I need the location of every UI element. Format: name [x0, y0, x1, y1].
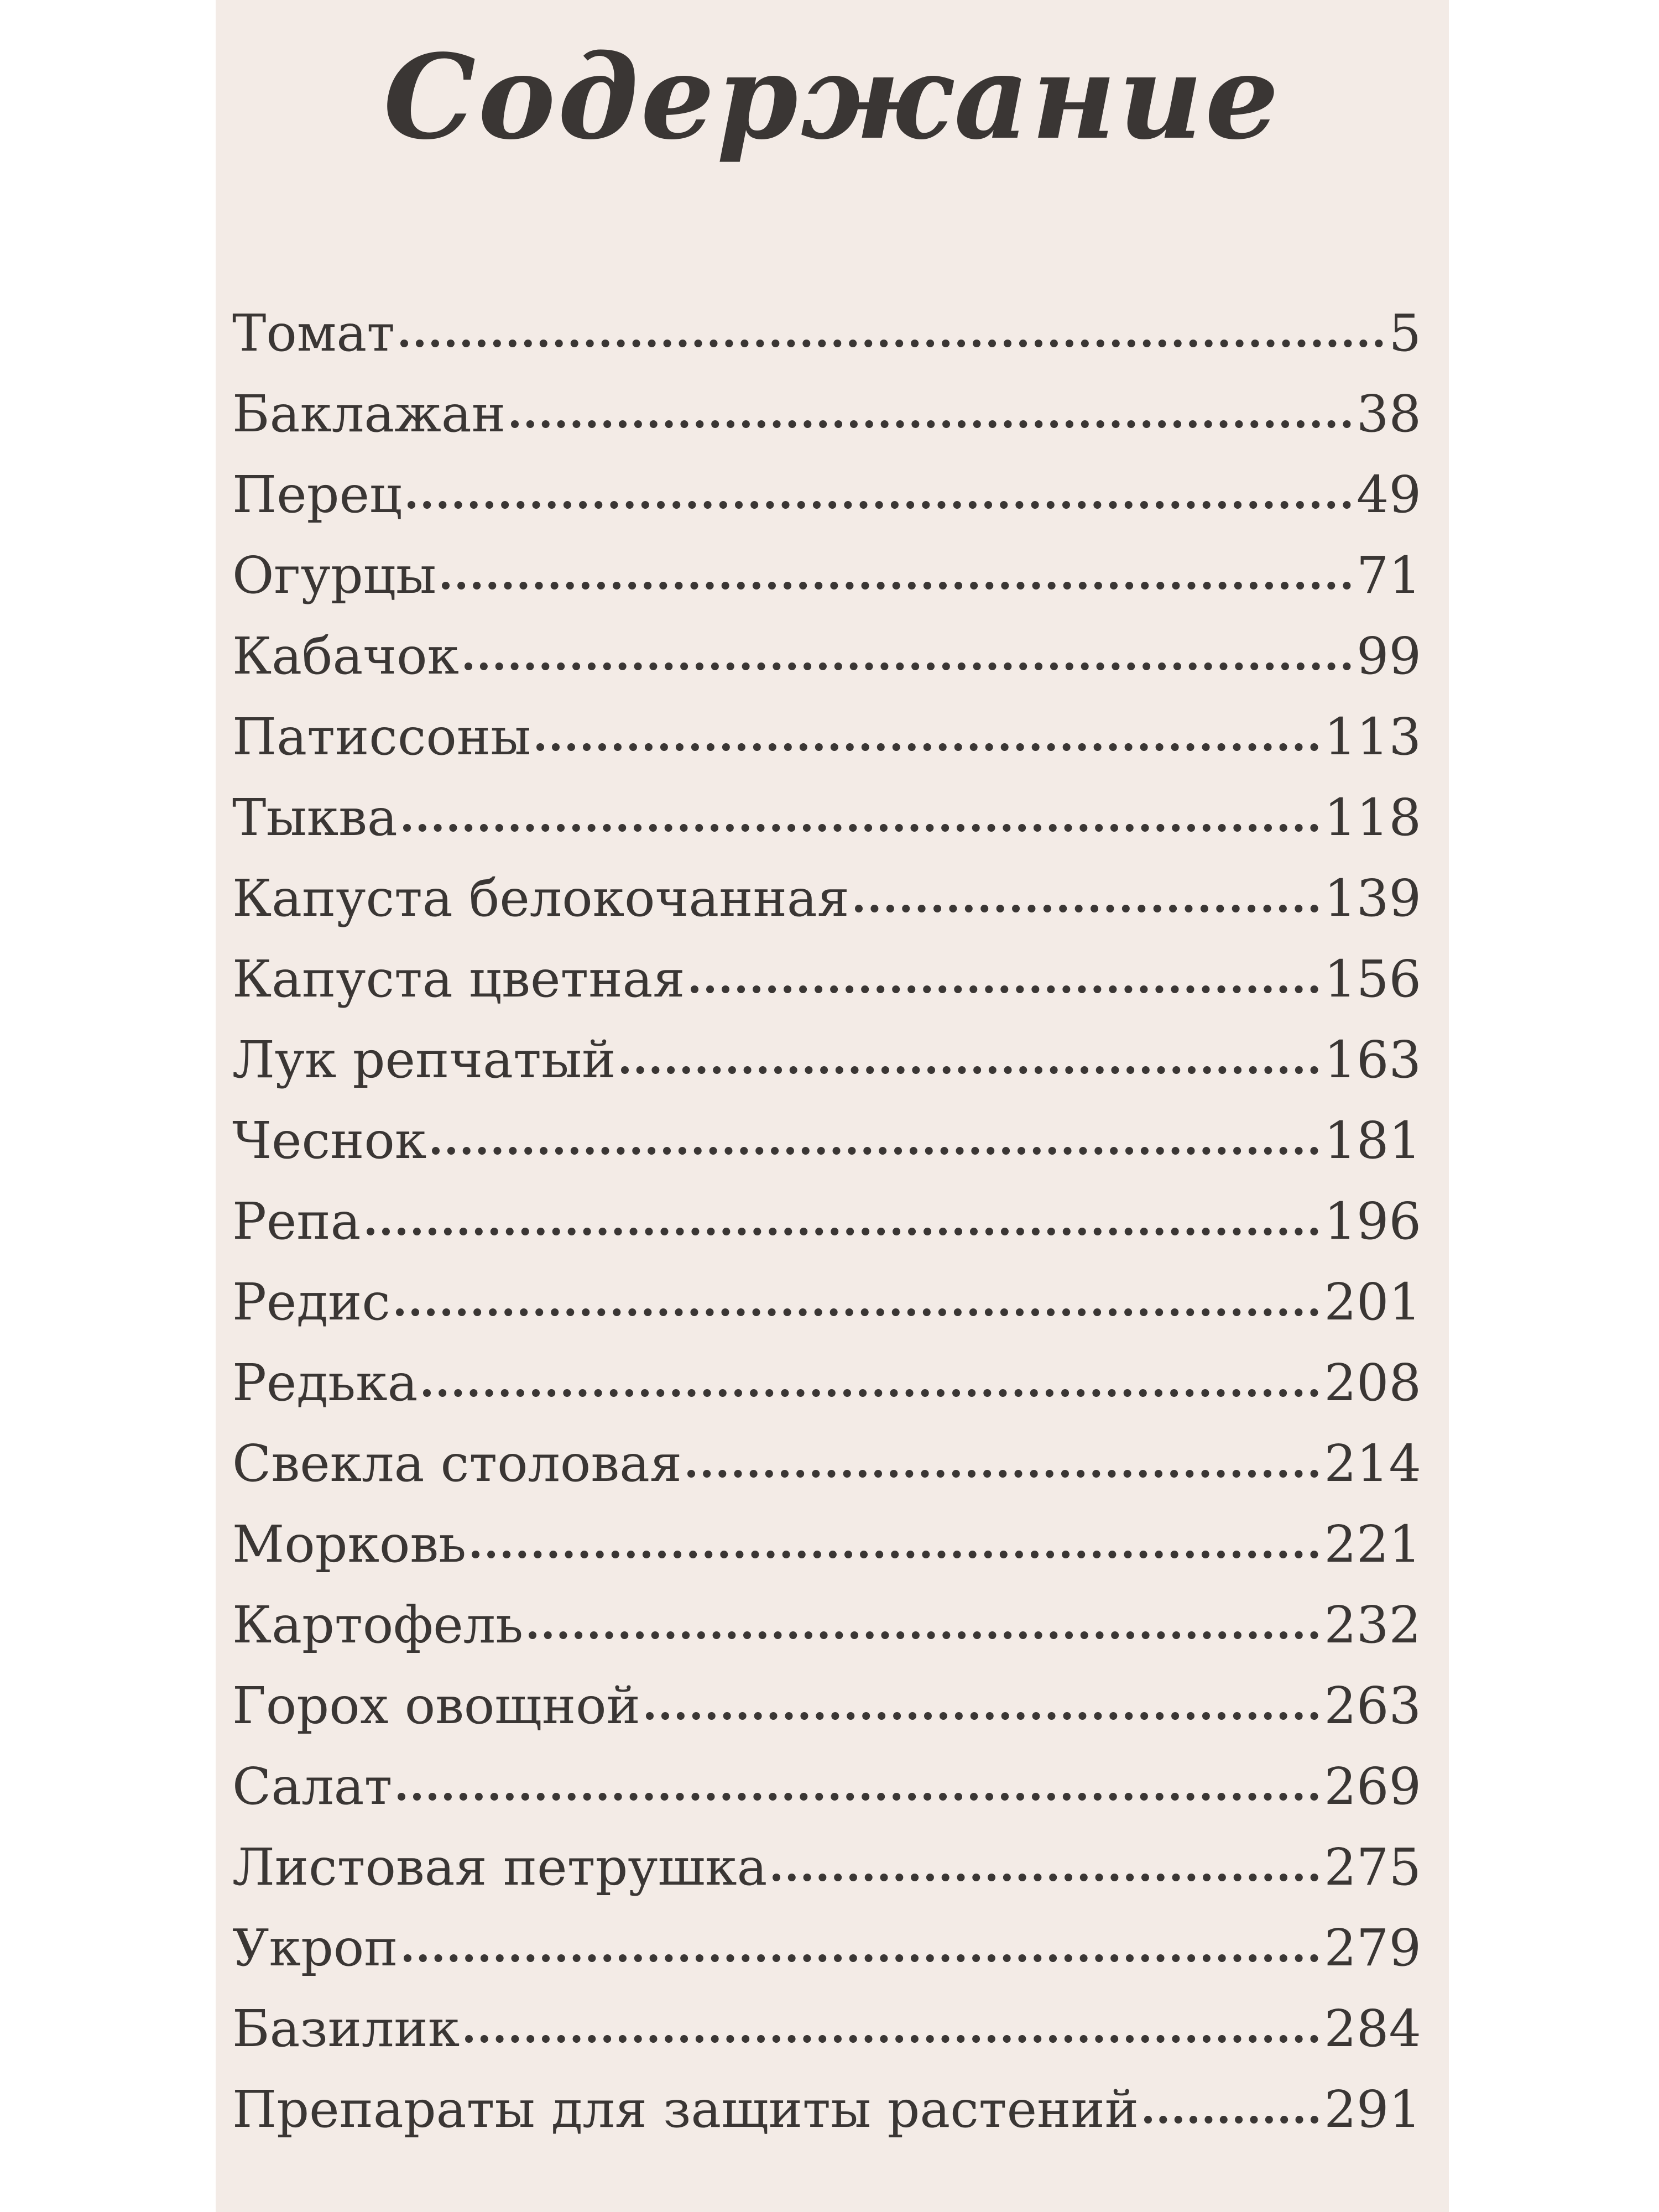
toc-entry	[232, 1020, 1421, 1100]
toc-entry	[232, 858, 1421, 939]
toc-entry	[232, 697, 1421, 778]
toc-entry-label: Патиссоны	[232, 707, 531, 766]
toc-entry-page-number: 163	[1324, 1030, 1421, 1089]
toc-entry-label: Огурцы	[232, 546, 437, 605]
toc-dot-leader	[511, 420, 1351, 428]
toc-dot-leader	[400, 340, 1383, 347]
toc-entry	[232, 1423, 1421, 1504]
toc-entry-page-number: 221	[1324, 1515, 1421, 1574]
toc-entry-page-number: 71	[1356, 546, 1421, 605]
toc-entry	[232, 1343, 1421, 1423]
toc-entry-page-number: 113	[1324, 707, 1421, 766]
toc-entry-label: Баклажан	[232, 384, 506, 444]
toc-entry-page-number: 156	[1324, 950, 1421, 1009]
toc-entry-page-number: 214	[1324, 1434, 1421, 1493]
toc-entry-page-number: 38	[1356, 384, 1421, 444]
toc-entry-label: Морковь	[232, 1515, 467, 1574]
toc-entry-page-number: 181	[1324, 1111, 1421, 1170]
toc-dot-leader	[855, 905, 1319, 912]
toc-entry-page-number: 208	[1324, 1353, 1421, 1412]
toc-entry-page-number: 275	[1324, 1838, 1421, 1897]
toc-dot-leader	[529, 1631, 1318, 1639]
toc-dot-leader	[536, 743, 1318, 751]
toc-entry-page-number: 263	[1324, 1676, 1421, 1735]
book-page	[216, 0, 1449, 2212]
table-of-contents	[232, 293, 1421, 2150]
toc-entry	[232, 1666, 1421, 1746]
toc-entry	[232, 2069, 1421, 2150]
toc-dot-leader	[408, 501, 1351, 509]
toc-dot-leader	[691, 985, 1319, 993]
toc-entry	[232, 1504, 1421, 1585]
toc-dot-leader	[687, 1470, 1318, 1478]
toc-dot-leader	[1144, 2116, 1318, 2124]
toc-entry-label: Тыква	[232, 788, 398, 847]
toc-entry	[232, 939, 1421, 1020]
toc-entry-page-number: 279	[1324, 1918, 1421, 1978]
toc-dot-leader	[398, 1793, 1318, 1801]
toc-entry-page-number: 118	[1324, 788, 1421, 847]
toc-entry	[232, 1989, 1421, 2069]
toc-entry-label: Укроп	[232, 1918, 398, 1978]
toc-entry-label: Репа	[232, 1192, 361, 1251]
toc-dot-leader	[472, 1551, 1318, 1558]
toc-entry-page-number: 99	[1356, 627, 1421, 686]
toc-entry	[232, 616, 1421, 697]
toc-entry-label: Горох овощной	[232, 1676, 640, 1735]
toc-entry	[232, 535, 1421, 616]
toc-entry-page-number: 201	[1324, 1272, 1421, 1332]
toc-entry-label: Листовая петрушка	[232, 1838, 768, 1897]
toc-entry-label: Капуста белокочанная	[232, 869, 849, 928]
toc-dot-leader	[465, 662, 1351, 670]
toc-entry-page-number: 232	[1324, 1595, 1421, 1655]
toc-entry-label: Кабачок	[232, 627, 460, 686]
toc-entry-label: Перец	[232, 465, 403, 524]
toc-entry-label: Препараты для защиты растений	[232, 2080, 1139, 2139]
toc-entry-label: Салат	[232, 1757, 393, 1816]
toc-dot-leader	[396, 1308, 1319, 1316]
toc-dot-leader	[367, 1228, 1319, 1235]
toc-dot-leader	[432, 1147, 1318, 1155]
toc-entry-page-number: 139	[1324, 869, 1421, 928]
toc-entry-label: Картофель	[232, 1595, 524, 1655]
toc-entry	[232, 1827, 1421, 1908]
toc-entry	[232, 1181, 1421, 1262]
toc-entry-label: Редис	[232, 1272, 390, 1332]
toc-entry-label: Капуста цветная	[232, 950, 685, 1009]
toc-dot-leader	[404, 1954, 1319, 1962]
toc-entry	[232, 1100, 1421, 1181]
toc-entry-label: Томат	[232, 304, 395, 363]
toc-dot-leader	[465, 2035, 1318, 2043]
toc-entry	[232, 1746, 1421, 1827]
toc-dot-leader	[403, 824, 1319, 832]
toc-entry-label: Базилик	[232, 1999, 460, 2058]
toc-entry-page-number: 269	[1324, 1757, 1421, 1816]
toc-dot-leader	[773, 1874, 1318, 1881]
toc-dot-leader	[621, 1066, 1318, 1074]
toc-entry-label: Свекла столовая	[232, 1434, 682, 1493]
toc-entry-label: Чеснок	[232, 1111, 427, 1170]
page-title: Содержание	[383, 29, 1281, 165]
toc-entry-label: Редька	[232, 1353, 418, 1412]
toc-entry-page-number: 49	[1356, 465, 1421, 524]
toc-entry-page-number: 5	[1389, 304, 1421, 363]
toc-entry	[232, 1908, 1421, 1989]
toc-dot-leader	[442, 582, 1351, 589]
toc-entry	[232, 1262, 1421, 1343]
toc-entry	[232, 374, 1421, 455]
toc-dot-leader	[646, 1712, 1319, 1720]
toc-dot-leader	[423, 1389, 1318, 1397]
toc-entry-page-number: 196	[1324, 1192, 1421, 1251]
toc-entry	[232, 455, 1421, 535]
toc-entry-page-number: 284	[1324, 1999, 1421, 2058]
toc-entry	[232, 293, 1421, 374]
toc-entry	[232, 778, 1421, 858]
toc-entry	[232, 1585, 1421, 1666]
toc-entry-label: Лук репчатый	[232, 1030, 616, 1089]
toc-entry-page-number: 291	[1324, 2080, 1421, 2139]
